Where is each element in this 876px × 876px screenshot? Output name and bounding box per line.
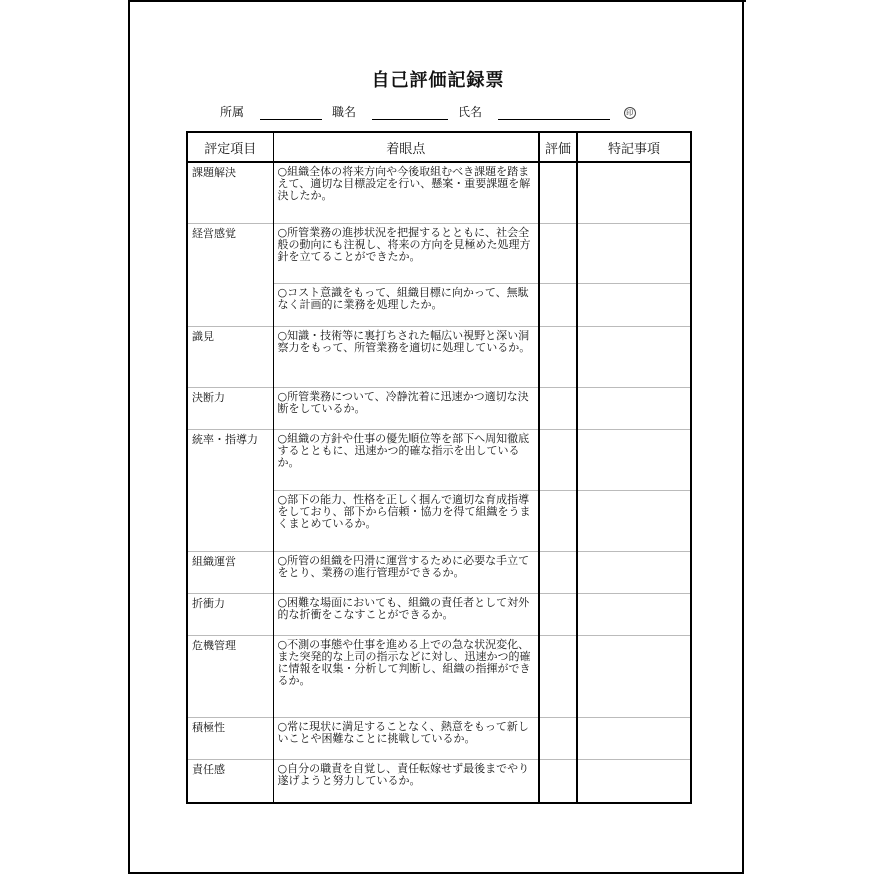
row-evaluation-cell[interactable]	[539, 283, 577, 326]
header-evaluation: 評価	[539, 132, 577, 162]
row-point: ○困難な場面においても、組織の責任者として対外的な折衝をこなすことができるか。	[273, 593, 539, 635]
row-point: ○不測の事態や仕事を進める上での急な状況変化、また突発的な上司の指示などに対し、迅速かつ的確に情報を収集・分析して判断し、組織の指揮ができるか。	[273, 635, 539, 717]
row-item: 折衝力	[187, 593, 273, 635]
row-item	[187, 490, 273, 551]
row-remarks-cell[interactable]	[577, 759, 691, 803]
name-field	[458, 103, 636, 120]
row-item: 課題解決	[187, 162, 273, 223]
table-row	[187, 490, 691, 551]
row-item: 組織運営	[187, 551, 273, 593]
row-point: ○コスト意識をもって、組織目標に向かって、無駄なく計画的に業務を処理したか。	[273, 283, 539, 326]
row-remarks-cell[interactable]	[577, 635, 691, 717]
row-item: 危機管理	[187, 635, 273, 717]
row-item: 経営感覚	[187, 223, 273, 283]
table-row	[187, 283, 691, 326]
row-item: 決断力	[187, 387, 273, 429]
header-item: 評定項目	[187, 132, 273, 162]
row-remarks-cell[interactable]	[577, 283, 691, 326]
row-item: 統率・指導力	[187, 429, 273, 490]
row-point: ○所管業務について、冷静沈着に迅速かつ適切な決断をしているか。	[273, 387, 539, 429]
table-row	[187, 759, 691, 803]
row-remarks-cell[interactable]	[577, 429, 691, 490]
table-row	[187, 162, 691, 223]
table-row	[187, 717, 691, 759]
row-remarks-cell[interactable]	[577, 593, 691, 635]
row-remarks-cell[interactable]	[577, 223, 691, 283]
row-evaluation-cell[interactable]	[539, 635, 577, 717]
header-point: 着眼点	[273, 132, 539, 162]
row-evaluation-cell[interactable]	[539, 551, 577, 593]
position-line[interactable]	[372, 107, 448, 120]
row-item: 責任感	[187, 759, 273, 803]
header-remarks: 特記事項	[577, 132, 691, 162]
affiliation-field	[220, 103, 322, 120]
row-evaluation-cell[interactable]	[539, 223, 577, 283]
name-label: 氏名	[458, 105, 483, 119]
row-remarks-cell[interactable]	[577, 551, 691, 593]
table-row	[187, 429, 691, 490]
seal-icon: 印	[624, 107, 636, 119]
row-item	[187, 283, 273, 326]
row-point: ○自分の職責を自覚し、責任転嫁せず最後までやり遂げようと努力しているか。	[273, 759, 539, 803]
row-item: 積極性	[187, 717, 273, 759]
row-evaluation-cell[interactable]	[539, 326, 577, 387]
position-field	[332, 103, 448, 120]
row-point: ○知識・技術等に裏打ちされた幅広い視野と深い洞察力をもって、所管業務を適切に処理しているか。	[273, 326, 539, 387]
row-evaluation-cell[interactable]	[539, 717, 577, 759]
row-point: ○組織の方針や仕事の優先順位等を部下へ周知徹底するとともに、迅速かつ的確な指示を出しているか。	[273, 429, 539, 490]
row-evaluation-cell[interactable]	[539, 490, 577, 551]
table-row	[187, 593, 691, 635]
table-row	[187, 551, 691, 593]
row-remarks-cell[interactable]	[577, 490, 691, 551]
row-evaluation-cell[interactable]	[539, 429, 577, 490]
name-line[interactable]	[498, 107, 610, 120]
affiliation-line[interactable]	[260, 107, 322, 120]
affiliation-label: 所属	[220, 105, 245, 119]
row-point: ○部下の能力、性格を正しく掴んで適切な育成指導をしており、部下から信頼・協力を得て組織をうまくまとめているか。	[273, 490, 539, 551]
row-remarks-cell[interactable]	[577, 717, 691, 759]
row-point: ○組織全体の将来方向や今後取組むべき課題を踏まえて、適切な目標設定を行い、懸案・重要課題を解決したか。	[273, 162, 539, 223]
table-row	[187, 635, 691, 717]
table-row	[187, 326, 691, 387]
row-evaluation-cell[interactable]	[539, 759, 577, 803]
evaluation-table	[186, 131, 692, 804]
row-remarks-cell[interactable]	[577, 162, 691, 223]
table-row	[187, 387, 691, 429]
table-header-row	[187, 132, 691, 162]
row-item: 識見	[187, 326, 273, 387]
row-point: ○所管業務の進捗状況を把握するとともに、社会全般の動向にも注視し、将来の方向を見極めた処理方針を立てることができたか。	[273, 223, 539, 283]
position-label: 職名	[332, 105, 357, 119]
table-row	[187, 223, 691, 283]
row-evaluation-cell[interactable]	[539, 387, 577, 429]
row-remarks-cell[interactable]	[577, 326, 691, 387]
row-point: ○所管の組織を円滑に運営するために必要な手立てをとり、業務の進行管理ができるか。	[273, 551, 539, 593]
row-evaluation-cell[interactable]	[539, 162, 577, 223]
row-point: ○常に現状に満足することなく、熱意をもって新しいことや困難なことに挑戦しているか。	[273, 717, 539, 759]
form-title: 自己評価記録票	[371, 70, 505, 91]
row-evaluation-cell[interactable]	[539, 593, 577, 635]
row-remarks-cell[interactable]	[577, 387, 691, 429]
